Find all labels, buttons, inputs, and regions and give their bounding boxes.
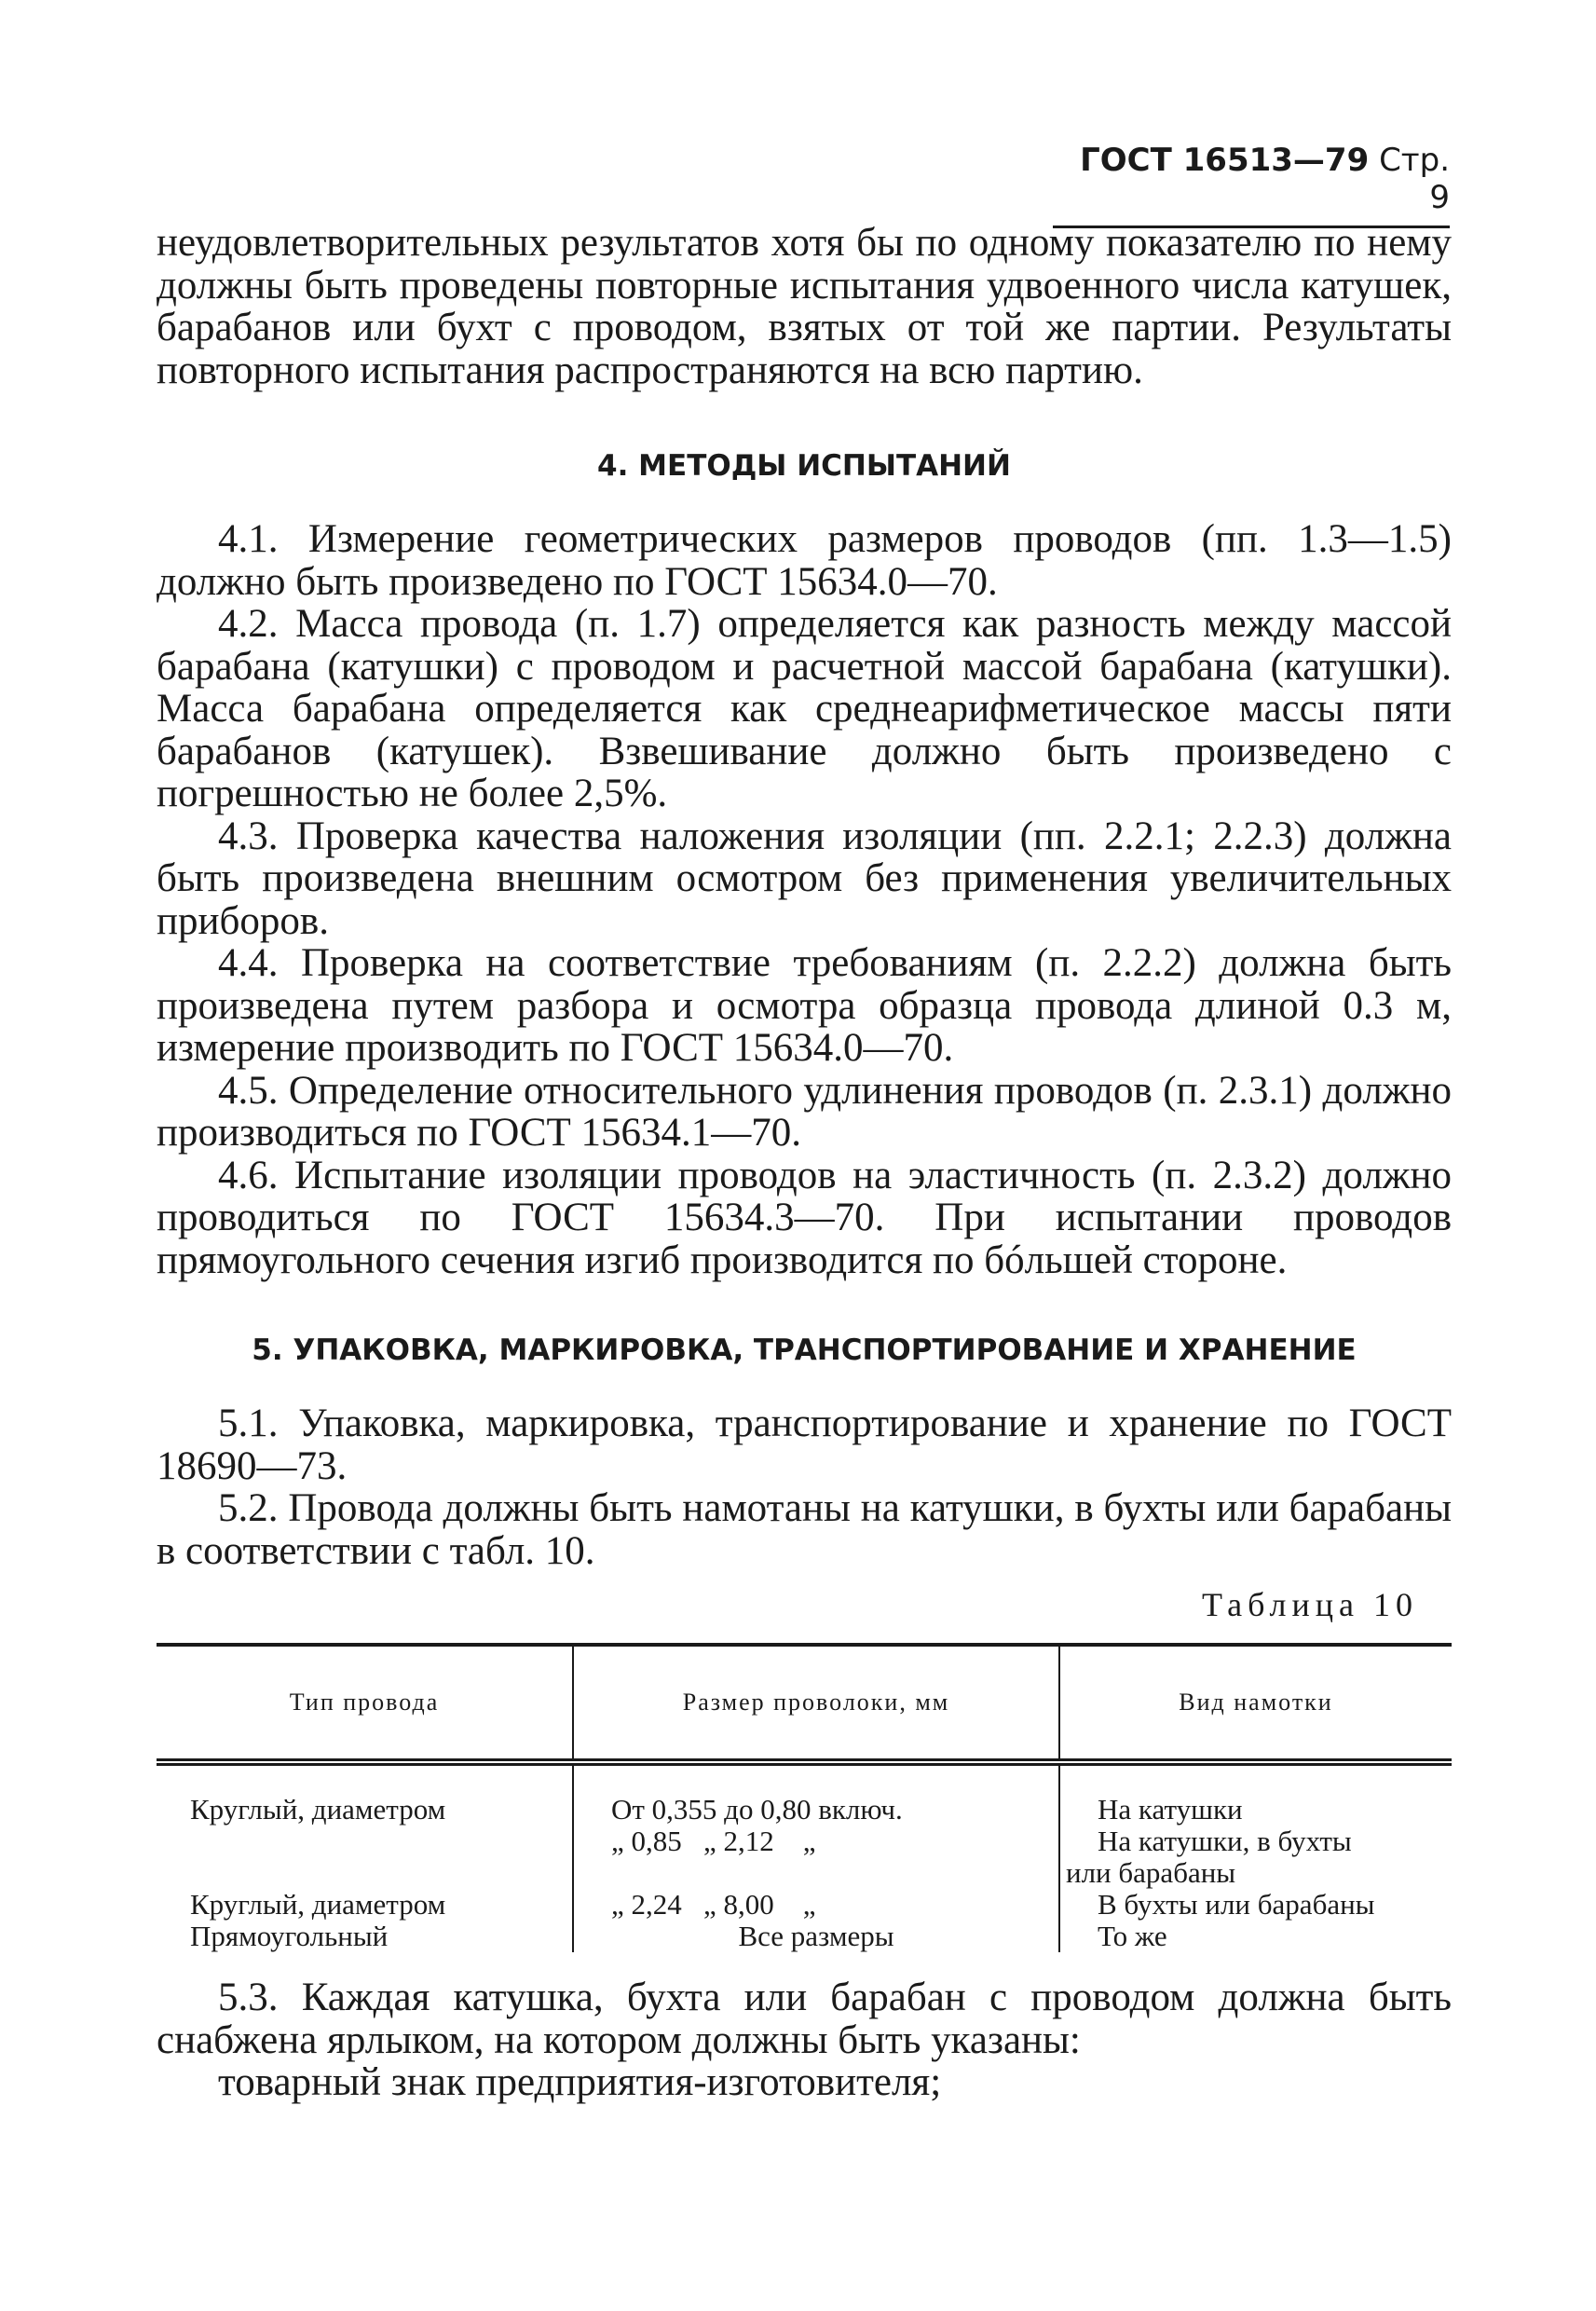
page-content [157,222,1452,2104]
header-winding-type: Вид намотки [1059,1645,1452,1762]
standard-code: ГОСТ 16513—79 [1080,142,1370,179]
paragraph-5-1: 5.1. Упаковка, маркировка, транспортирование и хранение по ГОСТ 18690—73. [157,1402,1452,1488]
paragraph-4-1: 4.1. Измерение геометрических размеров проводов (пп. 1.3—1.5) должно быть произведено по ГОСТ 15634.0—70. [157,517,1452,604]
table-caption: Таблица 10 [1202,1586,1418,1623]
page-number: Стр. 9 [1379,142,1450,216]
table-header-row [157,1645,1452,1762]
winding-line: То же [1098,1920,1167,1952]
table-row [157,1762,1452,1952]
winding-line: На катушки [1098,1793,1243,1826]
section-5-title: 5. УПАКОВКА, МАРКИРОВКА, ТРАНСПОРТИРОВАНИЕ И ХРАНЕНИЕ [252,1333,1357,1367]
winding-line: В бухты или барабаны [1098,1888,1375,1921]
paragraph-5-3: 5.3. Каждая катушка, бухта или барабан с проводом должна быть снабжена ярлыком, на котором должны быть указаны: [157,1976,1452,2062]
intro-paragraph: неудовлетворительных результатов хотя бы по одному показателю по нему должны быть проведены повторные испытания удвоенного числа катушек, барабанов или бухт с проводом, взятых от той же партии. Результаты повторного испытания распространяются на всю партию. [157,221,1452,392]
wire-size-line: „ 2,24 „ 8,00 „ [611,1888,816,1921]
paragraph-4-4: 4.4. Проверка на соответствие требованиям (п. 2.2.2) должна быть произведена путем разбора и осмотра образца провода длиной 0.3 м, измерение производить по ГОСТ 15634.0—70. [157,941,1452,1070]
wire-size-line: От 0,355 до 0,80 включ. [611,1793,903,1826]
paragraph-5-2: 5.2. Провода должны быть намотаны на катушки, в бухты или барабаны в соответствии с табл. 10. [157,1486,1452,1573]
list-item: товарный знак предприятия-изготовителя; [218,2060,942,2104]
wire-size-line: Все размеры [738,1920,894,1952]
paragraph-4-5: 4.5. Определение относительного удлинения проводов (п. 2.3.1) должно производиться по ГОСТ 15634.1—70. [157,1068,1452,1155]
winding-type-cell [1059,1762,1452,1952]
header-wire-size: Размер проволоки, мм [573,1645,1059,1762]
page-header [1053,142,1450,228]
wire-size-cell [573,1762,1059,1952]
header-wire-type: Тип провода [157,1645,573,1762]
paragraph-4-3: 4.3. Проверка качества наложения изоляции (пп. 2.2.1; 2.2.3) должна быть произведена внешним осмотром без применения увеличительных приборов. [157,814,1452,943]
wire-type-line: Прямоугольный [190,1920,389,1952]
winding-line: На катушки, в бухты [1098,1825,1352,1857]
wire-type-line: Круглый, диаметром [190,1793,446,1826]
wire-type-line: Круглый, диаметром [190,1888,446,1921]
paragraph-4-6: 4.6. Испытание изоляции проводов на эластичность (п. 2.3.2) должно проводиться по ГОСТ 15634.3—70. При испытании проводов прямоугольного сечения изгиб производится по бóльшей стороне. [157,1153,1452,1282]
paragraph-4-2: 4.2. Масса провода (п. 1.7) определяется как разность между массой барабана (катушки) с проводом и расчетной массой барабана (катушки). Масса барабана определяется как среднеарифметическое массы пяти барабанов (катушек). Взвешивание должно быть произведено с погрешностью не более 2,5%. [157,602,1452,815]
table-10 [157,1643,1452,1952]
wire-size-line: „ 0,85 „ 2,12 „ [611,1825,816,1857]
section-4-title: 4. МЕТОДЫ ИСПЫТАНИЙ [597,449,1011,483]
winding-line: или барабаны [1066,1856,1236,1889]
wire-type-cell [157,1762,573,1952]
